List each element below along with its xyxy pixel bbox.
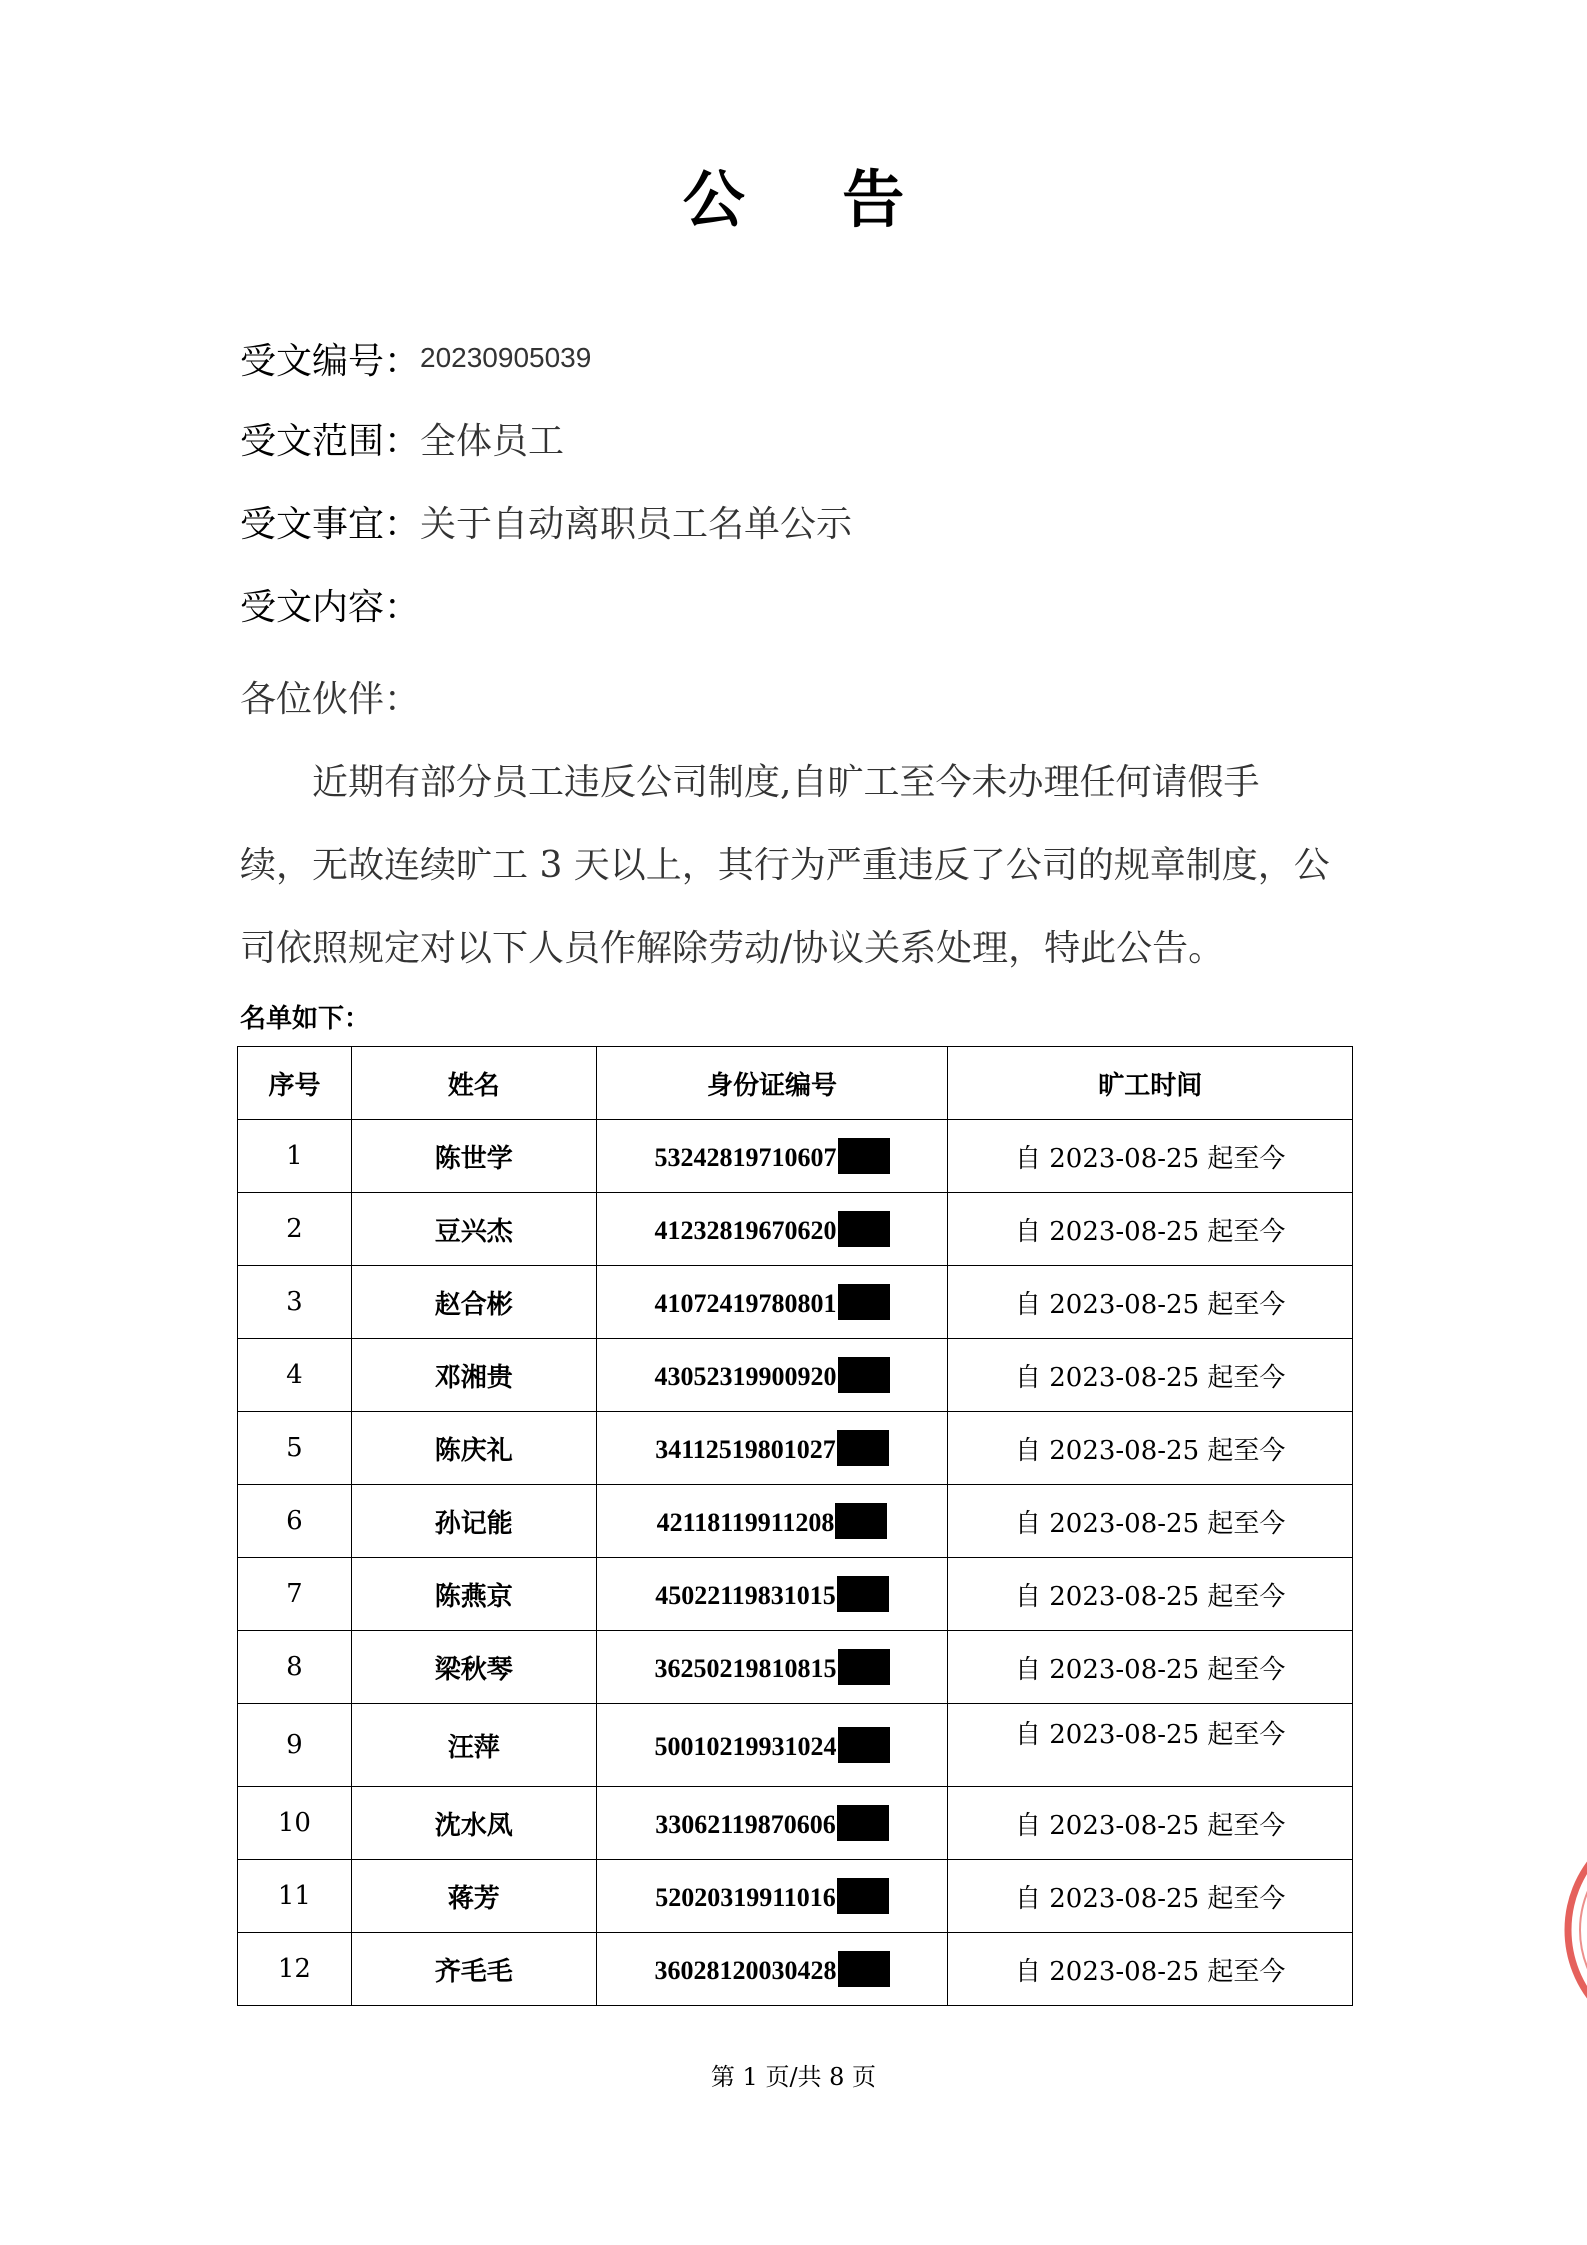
scope-field xyxy=(240,422,564,462)
cell-name xyxy=(351,1339,596,1412)
table-row xyxy=(238,1412,1353,1485)
cell-no-text: 9 xyxy=(286,1730,303,1760)
list-heading: 名单如下： xyxy=(240,1004,371,1034)
page-title: 公 告 xyxy=(682,163,943,236)
redaction-block xyxy=(838,1138,890,1174)
cell-no xyxy=(238,1933,352,2006)
doc-number-value: 20230905039 xyxy=(420,342,592,373)
company-seal xyxy=(1530,1780,1587,2080)
cell-period xyxy=(948,1558,1353,1631)
cell-period-text: 自 2023-08-25 起至今 xyxy=(1014,1216,1286,1247)
redaction-block xyxy=(838,1357,890,1393)
greeting: 各位伙伴： xyxy=(240,679,421,720)
cell-id xyxy=(596,1631,948,1704)
cell-period xyxy=(948,1485,1353,1558)
redaction-block xyxy=(838,1211,890,1247)
cell-period-text: 自 2023-08-25 起至今 xyxy=(1014,1654,1286,1685)
cell-period-text: 自 2023-08-25 起至今 xyxy=(1014,1883,1286,1914)
cell-period-text: 自 2023-08-25 起至今 xyxy=(1014,1289,1286,1320)
cell-name-text: 陈庆礼 xyxy=(434,1435,513,1466)
cell-period xyxy=(948,1787,1353,1860)
cell-name-text: 赵合彬 xyxy=(434,1289,513,1320)
redaction-block xyxy=(838,1284,890,1320)
cell-no-text: 7 xyxy=(286,1579,303,1609)
cell-period xyxy=(948,1266,1353,1339)
cell-id-text: 52020319911016 xyxy=(655,1883,836,1912)
table-row xyxy=(238,1558,1353,1631)
cell-id-text: 33062119870606 xyxy=(655,1810,836,1839)
matter-field xyxy=(240,505,852,545)
cell-period-text: 自 2023-08-25 起至今 xyxy=(1014,1362,1286,1393)
cell-no xyxy=(238,1631,352,1704)
body-line-1: 近期有部分员工违反公司制度,自旷工至今未办理任何请假手 xyxy=(240,762,1260,803)
cell-id-text: 45022119831015 xyxy=(655,1581,836,1610)
cell-name xyxy=(351,1558,596,1631)
matter-value: 关于自动离职员工名单公示 xyxy=(420,504,853,545)
matter-label: 受文事宜： xyxy=(240,504,421,545)
cell-id-text: 43052319900920 xyxy=(654,1362,837,1391)
cell-name xyxy=(351,1787,596,1860)
body-line-3: 司依照规定对以下人员作解除劳动/协议关系处理，特此公告。 xyxy=(240,928,1225,969)
table-row xyxy=(238,1787,1353,1860)
absentee-table xyxy=(237,1046,1353,2006)
scope-label: 受文范围： xyxy=(240,421,421,462)
cell-period-text: 自 2023-08-25 起至今 xyxy=(1014,1143,1286,1174)
cell-id xyxy=(596,1860,948,1933)
redaction-block xyxy=(837,1805,889,1841)
cell-period-text: 自 2023-08-25 起至今 xyxy=(1014,1581,1286,1612)
table-row xyxy=(238,1860,1353,1933)
cell-name-text: 蒋芳 xyxy=(447,1883,500,1914)
table-row xyxy=(238,1631,1353,1704)
cell-name-text: 邓湘贵 xyxy=(434,1362,513,1393)
cell-period-text: 自 2023-08-25 起至今 xyxy=(1014,1508,1286,1539)
cell-name-text: 汪萍 xyxy=(447,1732,500,1763)
table-row xyxy=(238,1120,1353,1193)
cell-id-text: 36028120030428 xyxy=(654,1956,837,1985)
content-label: 受文内容： xyxy=(240,587,421,628)
table-body xyxy=(238,1120,1353,2006)
cell-id-text: 36250219810815 xyxy=(654,1654,837,1683)
scope-value: 全体员工 xyxy=(420,421,565,462)
cell-name xyxy=(351,1266,596,1339)
seal-ring xyxy=(1568,1818,1587,2042)
cell-name xyxy=(351,1860,596,1933)
table-row xyxy=(238,1339,1353,1412)
cell-id xyxy=(596,1933,948,2006)
cell-period xyxy=(948,1631,1353,1704)
cell-id-text: 42118119911208 xyxy=(656,1508,835,1537)
cell-id xyxy=(596,1266,948,1339)
page-footer: 第 1 页/共 8 页 xyxy=(710,2063,877,2091)
cell-id xyxy=(596,1193,948,1266)
seal-inner-ring xyxy=(1580,1830,1587,2030)
cell-period-text: 自 2023-08-25 起至今 xyxy=(1014,1956,1286,1987)
cell-name xyxy=(351,1412,596,1485)
header-no: 序号 xyxy=(238,1047,352,1120)
redaction-block xyxy=(838,1727,890,1763)
cell-name-text: 陈燕京 xyxy=(434,1581,513,1612)
cell-name-text: 沈水凤 xyxy=(434,1810,513,1841)
cell-id xyxy=(596,1412,948,1485)
cell-period xyxy=(948,1933,1353,2006)
content-field xyxy=(240,588,420,628)
cell-no-text: 2 xyxy=(286,1214,303,1244)
cell-name-text: 孙记能 xyxy=(434,1508,513,1539)
cell-period xyxy=(948,1412,1353,1485)
cell-period-text: 自 2023-08-25 起至今 xyxy=(1014,1720,1286,1750)
cell-no xyxy=(238,1193,352,1266)
cell-id-text: 50010219931024 xyxy=(654,1732,837,1761)
redaction-block xyxy=(837,1576,889,1612)
cell-name xyxy=(351,1120,596,1193)
cell-id-text: 53242819710607 xyxy=(654,1143,837,1172)
cell-id xyxy=(596,1120,948,1193)
cell-no xyxy=(238,1120,352,1193)
redaction-block xyxy=(838,1649,890,1685)
cell-no xyxy=(238,1860,352,1933)
cell-id xyxy=(596,1704,948,1787)
cell-no-text: 10 xyxy=(277,1808,311,1838)
redaction-block xyxy=(835,1503,887,1539)
table-header-row xyxy=(238,1047,1353,1120)
body-line-2: 续，无故连续旷工 3 天以上，其行为严重违反了公司的规章制度，公 xyxy=(240,845,1330,886)
cell-no xyxy=(238,1412,352,1485)
cell-no-text: 3 xyxy=(286,1287,303,1317)
cell-no-text: 6 xyxy=(286,1506,303,1536)
redaction-block xyxy=(838,1951,890,1987)
cell-name-text: 陈世学 xyxy=(434,1143,513,1174)
cell-name-text: 豆兴杰 xyxy=(434,1216,513,1247)
table-row xyxy=(238,1193,1353,1266)
cell-id-text: 34112519801027 xyxy=(655,1435,836,1464)
cell-no xyxy=(238,1787,352,1860)
cell-name xyxy=(351,1485,596,1558)
cell-name xyxy=(351,1704,596,1787)
cell-no xyxy=(238,1266,352,1339)
doc-number-label: 受文编号： xyxy=(240,341,421,382)
header-id: 身份证编号 xyxy=(596,1047,948,1120)
cell-name xyxy=(351,1933,596,2006)
cell-period-text: 自 2023-08-25 起至今 xyxy=(1014,1810,1286,1841)
cell-id xyxy=(596,1339,948,1412)
cell-period xyxy=(948,1704,1353,1787)
cell-period xyxy=(948,1193,1353,1266)
table-row xyxy=(238,1266,1353,1339)
cell-id-text: 41232819670620 xyxy=(654,1216,837,1245)
header-period: 旷工时间 xyxy=(948,1047,1353,1120)
table-row xyxy=(238,1485,1353,1558)
cell-no-text: 1 xyxy=(286,1141,303,1171)
cell-no-text: 4 xyxy=(286,1360,303,1390)
cell-name xyxy=(351,1631,596,1704)
cell-no-text: 11 xyxy=(277,1881,311,1911)
cell-period xyxy=(948,1339,1353,1412)
cell-period xyxy=(948,1860,1353,1933)
header-name: 姓名 xyxy=(351,1047,596,1120)
cell-period xyxy=(948,1120,1353,1193)
cell-no xyxy=(238,1485,352,1558)
cell-name xyxy=(351,1193,596,1266)
cell-id xyxy=(596,1787,948,1860)
cell-no xyxy=(238,1558,352,1631)
cell-no-text: 8 xyxy=(286,1652,303,1682)
cell-id-text: 41072419780801 xyxy=(654,1289,837,1318)
cell-name-text: 梁秋琴 xyxy=(434,1654,513,1685)
table-row xyxy=(238,1704,1353,1787)
cell-name-text: 齐毛毛 xyxy=(434,1956,513,1987)
doc-number-field xyxy=(240,338,591,382)
cell-no-text: 5 xyxy=(286,1433,303,1463)
cell-no-text: 12 xyxy=(277,1954,311,1984)
cell-no xyxy=(238,1704,352,1787)
table-row xyxy=(238,1933,1353,2006)
redaction-block xyxy=(837,1878,889,1914)
cell-no xyxy=(238,1339,352,1412)
cell-id xyxy=(596,1558,948,1631)
cell-id xyxy=(596,1485,948,1558)
redaction-block xyxy=(837,1430,889,1466)
cell-period-text: 自 2023-08-25 起至今 xyxy=(1014,1435,1286,1466)
